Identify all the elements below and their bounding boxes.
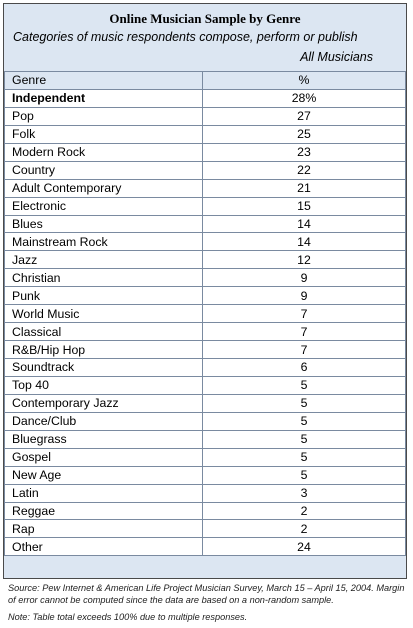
percent-cell: 23 [203,143,406,161]
percent-cell: 21 [203,179,406,197]
genre-cell: Folk [5,125,203,143]
genre-cell: Dance/Club [5,412,203,430]
footnote: Note: Table total exceeds 100% due to multiple responses. [8,612,248,622]
table-row [5,143,406,161]
genre-cell: Top 40 [5,376,203,394]
source-note: Source: Pew Internet & American Life Project Musician Survey, March 15 – April 15, 2004. Margin of error cannot be computed since the data are based on a non-random sample. [8,583,405,605]
percent-cell: 2 [203,502,406,520]
table-row [5,269,406,287]
percent-cell: 2 [203,520,406,538]
genre-cell: Latin [5,484,203,502]
table-row [5,251,406,269]
table-row [5,215,406,233]
genre-cell: Rap [5,520,203,538]
column-group-label: All Musicians [300,50,373,64]
percent-cell: 5 [203,394,406,412]
table-row [5,376,406,394]
table-row [5,107,406,125]
genre-cell: Christian [5,269,203,287]
table-row [5,89,406,107]
table-row [5,520,406,538]
table-row [5,233,406,251]
genre-cell: Mainstream Rock [5,233,203,251]
table-header-area [4,4,406,71]
genre-cell: World Music [5,305,203,323]
genre-cell: Blues [5,215,203,233]
percent-cell: 12 [203,251,406,269]
table-row [5,323,406,341]
table-row [5,448,406,466]
percent-cell: 5 [203,430,406,448]
table-row [5,538,406,556]
header-row [5,72,406,90]
genre-table [4,71,406,556]
genre-cell: Classical [5,323,203,341]
table-row [5,125,406,143]
percent-cell: 6 [203,359,406,377]
genre-cell: Modern Rock [5,143,203,161]
percent-cell: 5 [203,376,406,394]
percent-cell: 3 [203,484,406,502]
genre-cell: Adult Contemporary [5,179,203,197]
percent-cell: 22 [203,161,406,179]
genre-cell: Pop [5,107,203,125]
percent-cell: 7 [203,341,406,359]
percent-cell: 5 [203,448,406,466]
genre-column-header: Genre [5,72,203,90]
percent-cell: 7 [203,305,406,323]
table-row [5,287,406,305]
genre-cell: Contemporary Jazz [5,394,203,412]
genre-cell: R&B/Hip Hop [5,341,203,359]
genre-cell: Soundtrack [5,359,203,377]
genre-cell: Reggae [5,502,203,520]
genre-cell: Jazz [5,251,203,269]
percent-cell: 9 [203,287,406,305]
table-row [5,359,406,377]
genre-cell: New Age [5,466,203,484]
percent-cell: 14 [203,215,406,233]
percent-column-header: % [203,72,406,90]
table-row [5,197,406,215]
genre-cell: Electronic [5,197,203,215]
table-frame [3,3,407,579]
percent-cell: 9 [203,269,406,287]
percent-cell: 15 [203,197,406,215]
table-row [5,484,406,502]
percent-cell: 5 [203,466,406,484]
percent-cell: 28% [203,89,406,107]
genre-cell: Other [5,538,203,556]
genre-cell: Country [5,161,203,179]
percent-cell: 14 [203,233,406,251]
table-row [5,179,406,197]
percent-cell: 27 [203,107,406,125]
table-row [5,161,406,179]
table-row [5,430,406,448]
table-row [5,466,406,484]
table-title: Online Musician Sample by Genre [109,11,301,26]
percent-cell: 5 [203,412,406,430]
genre-cell: Gospel [5,448,203,466]
percent-cell: 24 [203,538,406,556]
table-row [5,502,406,520]
table-subtitle: Categories of music respondents compose, perform or publish [13,30,358,44]
genre-cell: Independent [5,89,203,107]
percent-cell: 25 [203,125,406,143]
table-row [5,394,406,412]
genre-cell: Punk [5,287,203,305]
table-row [5,412,406,430]
table-row [5,305,406,323]
percent-cell: 7 [203,323,406,341]
genre-cell: Bluegrass [5,430,203,448]
table-row [5,341,406,359]
